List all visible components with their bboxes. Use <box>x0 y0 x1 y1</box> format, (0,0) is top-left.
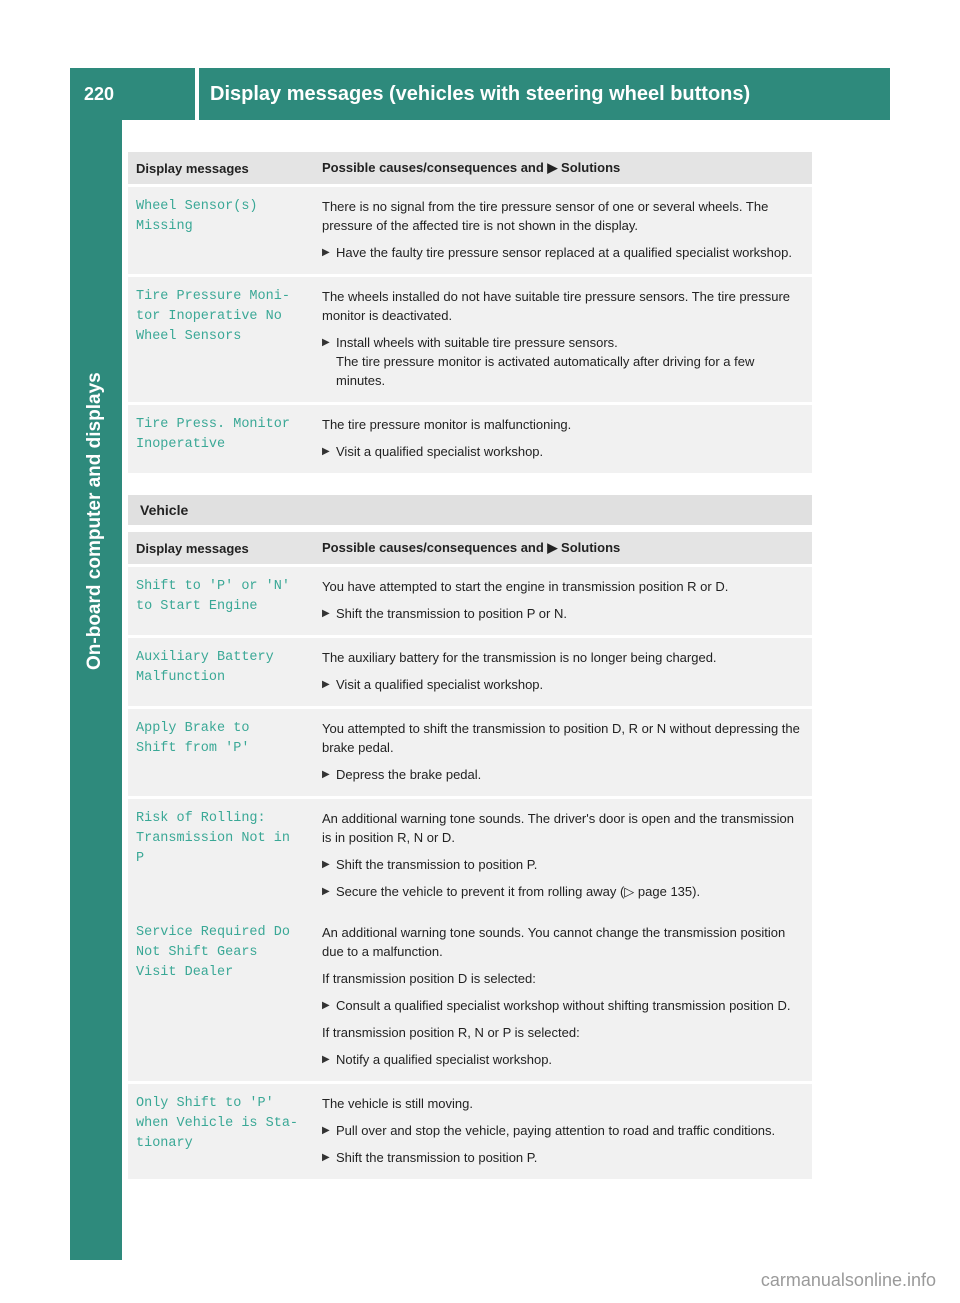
column-header-causes: Possible causes/consequences and ▶ Solutions <box>314 152 812 186</box>
column-header-causes: Possible causes/consequences and ▶ Solutions <box>314 532 812 566</box>
table-row <box>128 276 812 404</box>
display-message: Tire Press. Monitor Inoperative <box>128 404 314 475</box>
watermark: carmanualsonline.info <box>760 1270 936 1290</box>
solution-step: ▶ Install wheels with suitable tire pressure sensors. The tire pressure monitor is activated automatically after driving for a few minutes. <box>322 333 804 390</box>
column-header-display: Display messages <box>128 152 314 186</box>
solution-step: ▶ Shift the transmission to position P. <box>322 1148 804 1167</box>
message-description <box>314 186 812 276</box>
messages-table-vehicle <box>128 532 812 1182</box>
solution-step: ▶ Consult a qualified specialist workshop without shifting transmission position D. <box>322 996 804 1015</box>
cause-text: The wheels installed do not have suitable tire pressure sensors. The tire pressure monitor is deactivated. <box>322 289 791 323</box>
display-message: Wheel Sensor(s) Missing <box>128 186 314 276</box>
solution-step: ▶ Depress the brake pedal. <box>322 765 804 784</box>
message-description <box>314 913 812 1083</box>
message-description <box>314 276 812 404</box>
table-row <box>128 798 812 914</box>
solution-step: ▶ Secure the vehicle to prevent it from rolling away (▷ page 135). <box>322 882 804 901</box>
messages-table-tires <box>128 152 812 476</box>
cause-text: There is no signal from the tire pressure sensor of one or several wheels. The pressure of the affected tire is not shown in the display. <box>322 199 769 233</box>
solution-step: ▶ Visit a qualified specialist workshop. <box>322 442 804 461</box>
message-description <box>314 1083 812 1181</box>
display-message: Shift to 'P' or 'N' to Start Engine <box>128 566 314 637</box>
condition-text: If transmission position D is selected: <box>322 971 536 986</box>
solution-step: ▶ Have the faulty tire pressure sensor replaced at a qualified specialist workshop. <box>322 243 804 262</box>
cause-text: You have attempted to start the engine in transmission position R or D. <box>322 579 729 594</box>
message-description <box>314 404 812 475</box>
solution-step: ▶ Visit a qualified specialist workshop. <box>322 675 804 694</box>
display-message: Apply Brake to Shift from 'P' <box>128 708 314 798</box>
message-description <box>314 566 812 637</box>
cause-text: You attempted to shift the transmission to position D, R or N without depressing the brake pedal. <box>322 721 800 755</box>
table-row <box>128 566 812 637</box>
table-row <box>128 186 812 276</box>
side-tab-label: On-board computer and displays <box>84 372 105 670</box>
cause-text: The tire pressure monitor is malfunctioning. <box>322 417 572 432</box>
table-header-row <box>128 532 812 566</box>
column-header-display: Display messages <box>128 532 314 566</box>
table-row <box>128 1083 812 1181</box>
display-message: Tire Pressure Moni- tor Inoperative No Wheel Sensors <box>128 276 314 404</box>
solution-step: ▶ Shift the transmission to position P. <box>322 855 804 874</box>
display-message: Service Required Do Not Shift Gears Visit Dealer <box>128 913 314 1083</box>
page-header <box>70 68 890 120</box>
message-description <box>314 798 812 914</box>
cause-text: The auxiliary battery for the transmission is no longer being charged. <box>322 650 717 665</box>
solution-step: ▶ Notify a qualified specialist workshop. <box>322 1050 804 1069</box>
header-divider <box>195 68 199 120</box>
table-header-row <box>128 152 812 186</box>
display-message: Only Shift to 'P' when Vehicle is Sta- tionary <box>128 1083 314 1181</box>
page-title: Display messages (vehicles with steering wheel buttons) <box>210 83 751 105</box>
solution-step: ▶ Shift the transmission to position P or N. <box>322 604 804 623</box>
table-row <box>128 404 812 475</box>
display-message: Risk of Rolling: Transmission Not in P <box>128 798 314 914</box>
display-message: Auxiliary Battery Malfunction <box>128 637 314 708</box>
cause-text: An additional warning tone sounds. You cannot change the transmission position due to a malfunction. <box>322 925 786 959</box>
message-description <box>314 708 812 798</box>
cause-text: An additional warning tone sounds. The driver's door is open and the transmission is in position R, N or D. <box>322 811 794 845</box>
cause-text: The vehicle is still moving. <box>322 1096 473 1111</box>
page-number: 220 <box>84 84 115 104</box>
condition-text: If transmission position R, N or P is selected: <box>322 1025 580 1040</box>
side-tab <box>70 120 122 1260</box>
table-row <box>128 913 812 1083</box>
message-description <box>314 637 812 708</box>
solution-step: ▶ Pull over and stop the vehicle, paying attention to road and traffic conditions. <box>322 1121 804 1140</box>
table-row <box>128 708 812 798</box>
table-row <box>128 637 812 708</box>
section-heading-vehicle: Vehicle <box>128 495 812 525</box>
